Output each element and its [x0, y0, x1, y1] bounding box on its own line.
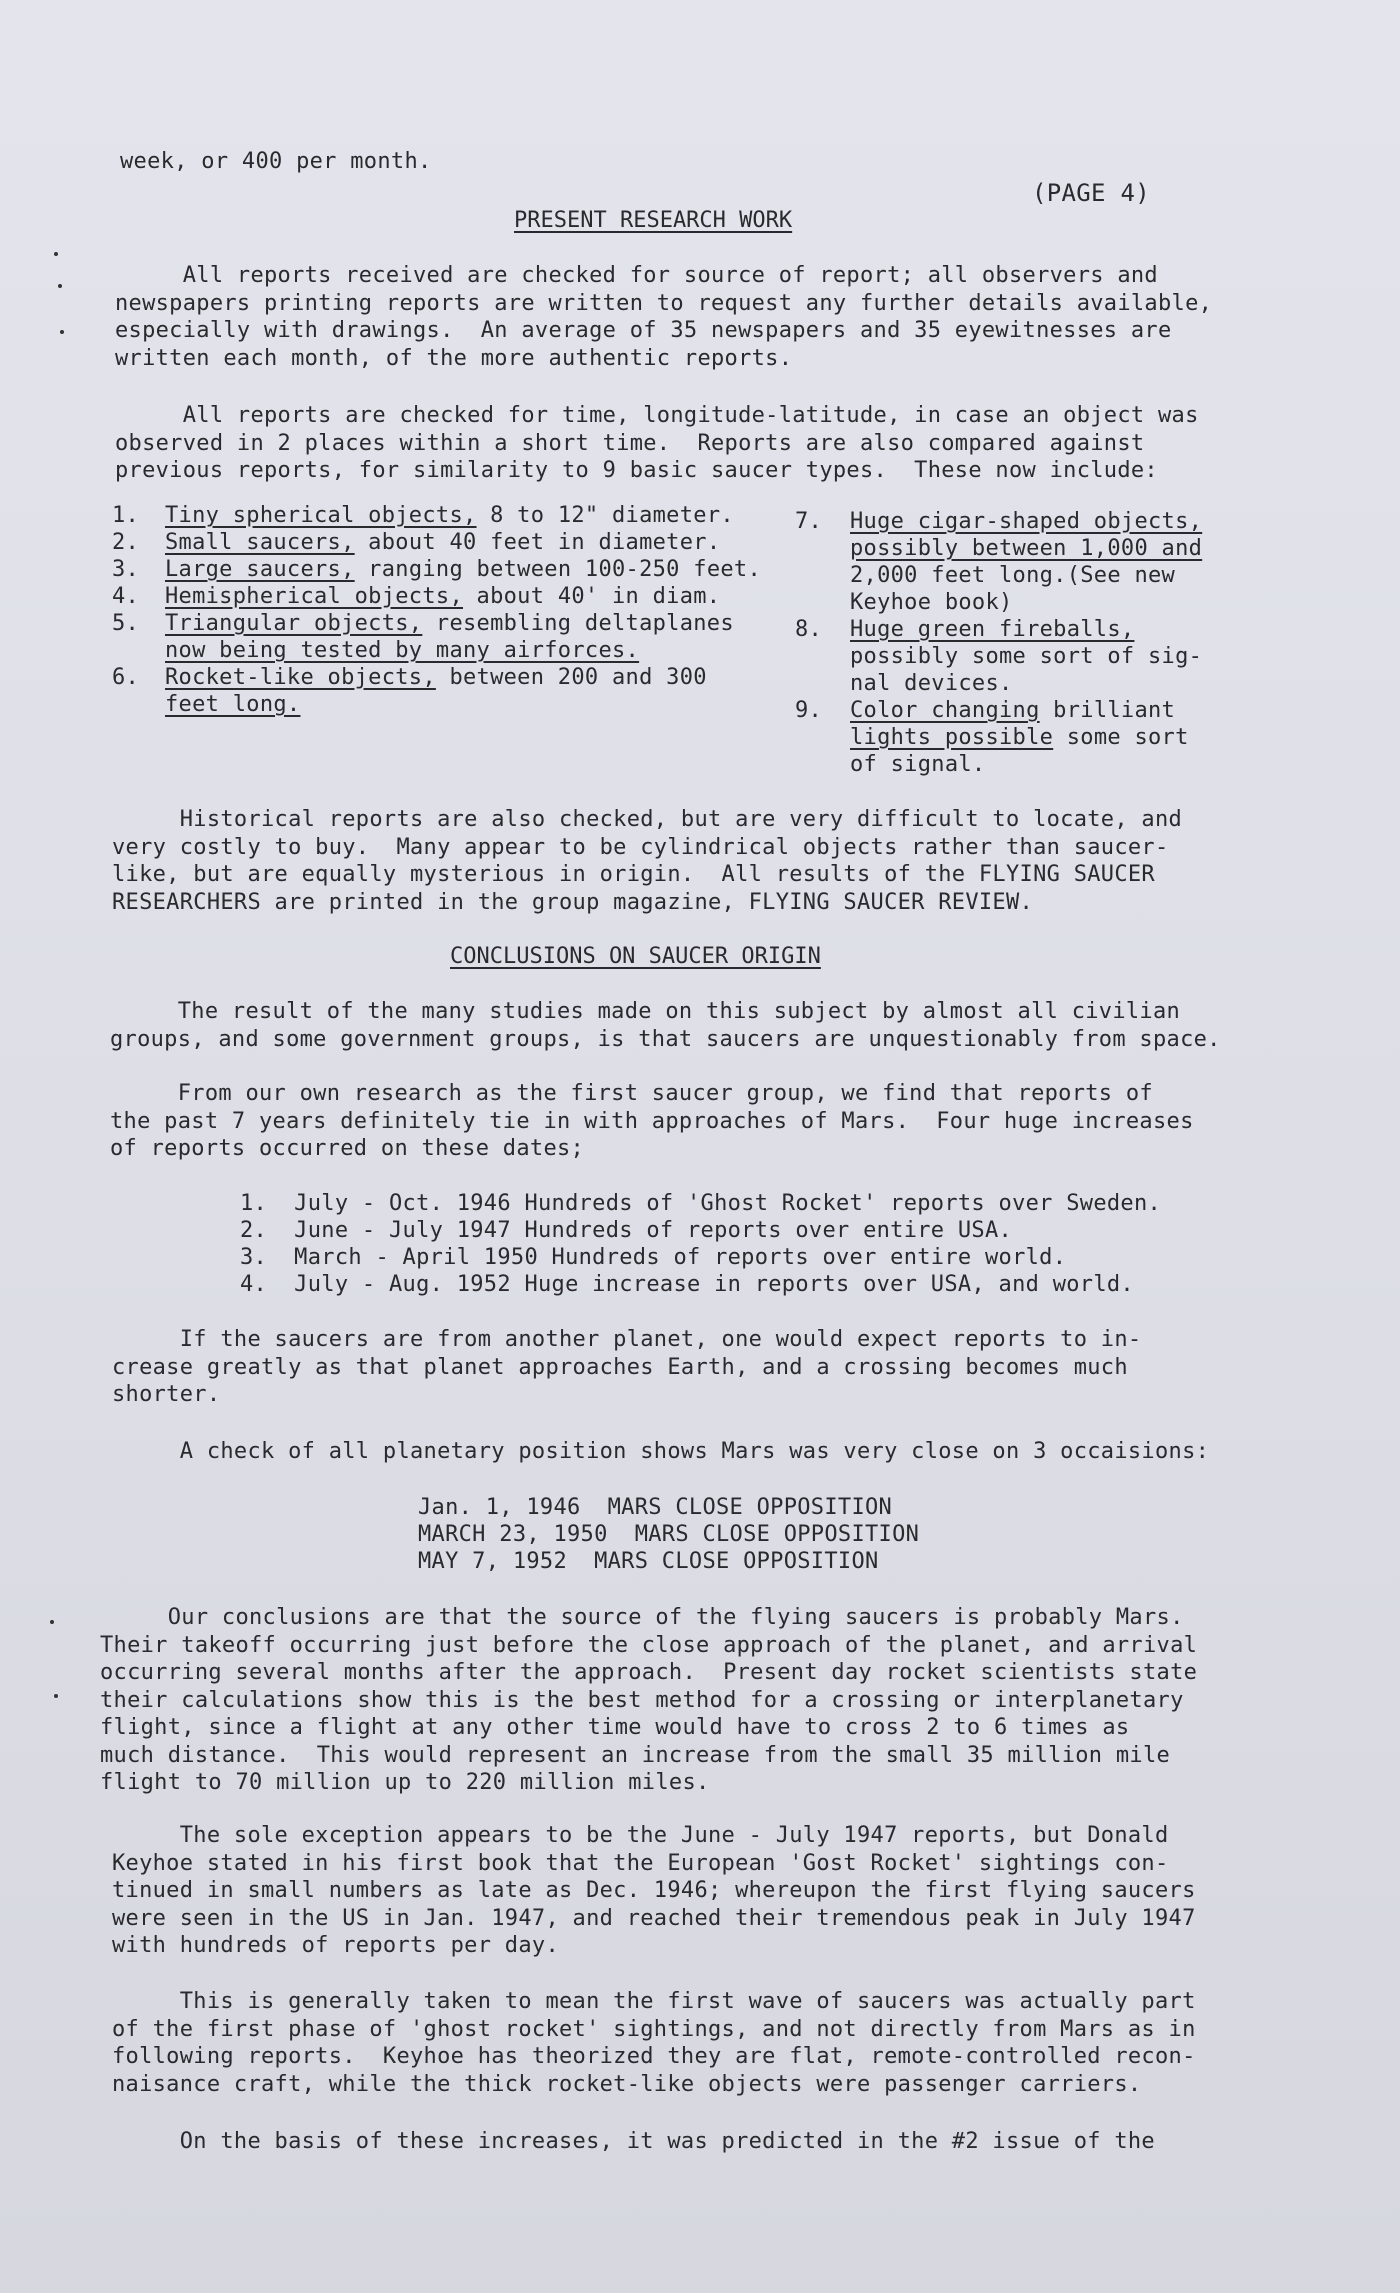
top-line: week, or 400 per month. [120, 149, 432, 174]
research-paragraph-2: All reports are checked for time, longitude-latitude, in case an object was observed in 2 places within a short time. Reports are also compared against previous reports, for similarity to 9 basic saucer types. These now include: [115, 403, 1199, 483]
conclusions-paragraph-4: A check of all planetary position shows Mars was very close on 3 occaisions: [112, 1439, 1210, 1464]
saucer-type-name: Large saucers, [165, 557, 355, 582]
list-item-number [795, 643, 850, 670]
list-item [795, 589, 1225, 616]
saucer-type-desc: 2,000 feet long.(See new [850, 563, 1176, 588]
list-item-number: 1. [112, 503, 140, 528]
list-item [112, 556, 792, 583]
saucer-type-name: Color changing [850, 698, 1040, 723]
list-item-number: 8. [795, 617, 823, 642]
saucer-type-name: Small saucers, [165, 530, 355, 555]
list-item [795, 562, 1225, 589]
conclusions-paragraph-7: This is generally taken to mean the first wave of saucers was actually part of the first phase of 'ghost rocket' sightings, and not directly from Mars as in following reports. Keyhoe has theorized they are flat, remote-controlled recon- naisance craft, while the thick rocket-like objects were passenger carriers. [112, 1989, 1196, 2097]
list-item [112, 502, 792, 529]
margin-mark [54, 252, 58, 256]
saucer-type-name: Huge green fireballs, [850, 617, 1135, 642]
list-item-number [795, 724, 850, 751]
saucer-type-desc: nal devices. [850, 671, 1013, 696]
saucer-types-left [112, 502, 792, 718]
list-item-number [795, 535, 850, 562]
saucer-type-desc: between 200 and 300 [435, 665, 707, 690]
list-item-number: 2. [112, 530, 140, 555]
research-paragraph-1: All reports received are checked for source of report; all observers and newspapers printing reports are written to request any further details available, especially with drawings. An average of 35 newspapers and 35 eyewitnesses are written each month, of the more authentic reports. [115, 263, 1213, 371]
saucer-type-name: Tiny spherical objects, [165, 503, 477, 528]
list-item: 3. March - April 1950 Hundreds of reports over entire world. [240, 1245, 1067, 1270]
saucer-type-desc: 8 to 12" diameter. [476, 503, 734, 528]
saucer-type-desc: of signal. [850, 752, 986, 777]
list-item [112, 637, 792, 664]
list-item [795, 535, 1225, 562]
conclusions-paragraph-1: The result of the many studies made on this subject by almost all civilian groups, and some government groups, is that saucers are unquestionably from space. [110, 999, 1221, 1052]
report-dates-list [240, 1190, 1161, 1298]
margin-mark [60, 330, 64, 334]
saucer-type-desc: resembling deltaplanes [422, 611, 734, 636]
list-item-number: 7. [795, 509, 823, 534]
list-item-number [795, 589, 850, 616]
saucer-type-desc: Keyhoe book) [850, 590, 1013, 615]
saucer-type-name: Rocket-like objects, [165, 665, 436, 690]
list-item: 2. June - July 1947 Hundreds of reports over entire USA. [240, 1218, 1013, 1243]
list-item-number [795, 562, 850, 589]
saucer-type-desc: some sort [1053, 725, 1189, 750]
saucer-types-right [795, 508, 1225, 778]
mars-oppositions-list [418, 1494, 919, 1575]
saucer-type-name: Triangular objects, [165, 611, 423, 636]
saucer-type-desc: about 40' in diam. [463, 584, 721, 609]
list-item-number: 4. [112, 584, 140, 609]
research-paragraph-3: Historical reports are also checked, but are very difficult to locate, and very costly to buy. Many appear to be cylindrical objects rather than saucer- like, but are equally mysterious in origin. All results of the FLYING SAUCER RESEARCHERS are printed in the group magazine, FLYING SAUCER REVIEW. [112, 807, 1183, 915]
list-item-number [795, 670, 850, 697]
list-item-number [112, 691, 165, 718]
list-item [795, 724, 1225, 751]
margin-mark [50, 1620, 54, 1624]
page-label: (PAGE 4) [1032, 179, 1150, 207]
list-item-number: 5. [112, 611, 140, 636]
list-item-number: 6. [112, 665, 140, 690]
saucer-type-name: possibly between 1,000 and [850, 536, 1203, 561]
list-item-number: 9. [795, 698, 823, 723]
list-item [795, 751, 1225, 778]
list-item [795, 616, 1225, 643]
margin-mark [58, 284, 62, 288]
saucer-type-name: lights possible [850, 725, 1054, 750]
list-item [112, 691, 792, 718]
list-item-number [795, 751, 850, 778]
list-item [112, 610, 792, 637]
conclusions-paragraph-2: From our own research as the first saucer group, we find that reports of the past 7 years definitely tie in with approaches of Mars. Four huge increases of reports occurred on these dates; [110, 1081, 1194, 1161]
saucer-type-name: Huge cigar-shaped objects, [850, 509, 1203, 534]
list-item: MAY 7, 1952 MARS CLOSE OPPOSITION [418, 1549, 879, 1574]
list-item [112, 529, 792, 556]
saucer-type-desc: about 40 feet in diameter. [354, 530, 721, 555]
list-item: 1. July - Oct. 1946 Hundreds of 'Ghost Rocket' reports over Sweden. [240, 1191, 1162, 1216]
list-item-number: 3. [112, 557, 140, 582]
list-item [795, 697, 1225, 724]
list-item: Jan. 1, 1946 MARS CLOSE OPPOSITION [418, 1495, 893, 1520]
list-item [112, 583, 792, 610]
list-item [112, 664, 792, 691]
saucer-type-desc: ranging between 100-250 feet. [354, 557, 761, 582]
margin-mark [54, 1694, 58, 1698]
research-heading: PRESENT RESEARCH WORK [514, 208, 793, 233]
list-item: 4. July - Aug. 1952 Huge increase in reports over USA, and world. [240, 1272, 1134, 1297]
list-item: MARCH 23, 1950 MARS CLOSE OPPOSITION [418, 1522, 920, 1547]
conclusions-paragraph-3: If the saucers are from another planet, one would expect reports to in- crease greatly as that planet approaches Earth, and a crossing becomes much shorter. [112, 1327, 1142, 1407]
conclusions-paragraph-8: On the basis of these increases, it was predicted in the #2 issue of the [112, 2129, 1155, 2154]
saucer-type-desc: possibly some sort of sig- [850, 644, 1203, 669]
list-item [795, 670, 1225, 697]
conclusions-paragraph-6: The sole exception appears to be the June - July 1947 reports, but Donald Keyhoe stated in his first book that the European 'Gost Rocket' sightings con- tinued in small numbers as late as Dec. 1946; whereupon the first flying saucers were seen in the US in Jan. 1947, and reached their tremendous peak in July 1947 with hundreds of reports per day. [112, 1823, 1196, 1958]
saucer-type-name: Hemispherical objects, [165, 584, 463, 609]
conclusions-paragraph-5: Our conclusions are that the source of the flying saucers is probably Mars. Their takeoff occurring just before the close approach of the planet, and arrival occurring several months after the approach. Present day rocket scientists state their calculations show this is the best method for a crossing or interplanetary flight, since a flight at any other time would have to cross 2 to 6 times as much distance. This would represent an increase from the small 35 million mile flight to 70 million up to 220 million miles. [100, 1605, 1198, 1795]
saucer-type-name: now being tested by many airforces. [165, 638, 640, 663]
list-item [795, 508, 1225, 535]
saucer-type-desc: brilliant [1039, 698, 1176, 723]
list-item [795, 643, 1225, 670]
conclusions-heading: CONCLUSIONS ON SAUCER ORIGIN [450, 944, 821, 969]
saucer-type-name: feet long. [165, 692, 301, 717]
list-item-number [112, 637, 165, 664]
